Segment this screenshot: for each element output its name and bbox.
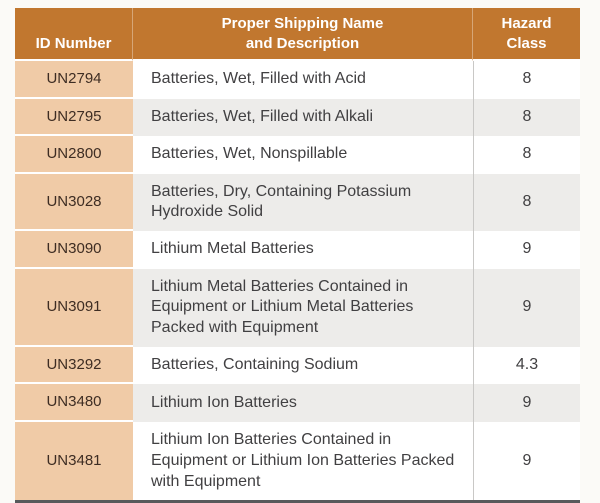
- hazmat-table-container: [15, 8, 580, 503]
- hazard-class-cell: 9: [473, 231, 580, 269]
- id-cell: UN3091: [15, 269, 133, 347]
- hazard-class-cell: 8: [473, 174, 580, 232]
- table-row: [15, 99, 580, 137]
- col-header-id-number: [15, 8, 133, 61]
- hazard-class-cell: 8: [473, 99, 580, 137]
- hazard-class-cell: 9: [473, 384, 580, 422]
- table-row: [15, 136, 580, 174]
- shipping-name-cell: Batteries, Containing Sodium: [133, 347, 473, 385]
- col-header-hazard-line2: Class: [506, 34, 547, 52]
- shipping-name-cell: Lithium Metal Batteries Contained in Equipment or Lithium Metal Batteries Packed with Equipment: [133, 269, 473, 347]
- table-row: [15, 61, 580, 99]
- col-header-shipping-name: [133, 8, 473, 61]
- col-header-hazard-line1: Hazard: [501, 15, 552, 32]
- id-cell: UN3480: [15, 384, 133, 422]
- id-cell: UN2800: [15, 136, 133, 174]
- col-header-hazard-class: [473, 8, 580, 61]
- hazard-class-cell: 4.3: [473, 347, 580, 385]
- hazard-class-cell: 8: [473, 136, 580, 174]
- shipping-name-cell: Batteries, Wet, Filled with Acid: [133, 61, 473, 99]
- shipping-name-cell: Batteries, Wet, Nonspillable: [133, 136, 473, 174]
- hazmat-shipping-table: [15, 8, 580, 503]
- header-row: [15, 8, 580, 61]
- id-cell: UN3292: [15, 347, 133, 385]
- id-cell: UN2795: [15, 99, 133, 137]
- id-cell: UN3028: [15, 174, 133, 232]
- table-row: [15, 174, 580, 232]
- hazard-class-cell: 9: [473, 422, 580, 500]
- col-header-id-number-label: ID Number: [35, 34, 112, 52]
- table-row: [15, 269, 580, 347]
- hazard-class-cell: 9: [473, 269, 580, 347]
- id-cell: UN3481: [15, 422, 133, 500]
- id-cell: UN3090: [15, 231, 133, 269]
- shipping-name-cell: Batteries, Wet, Filled with Alkali: [133, 99, 473, 137]
- shipping-name-cell: Lithium Ion Batteries Contained in Equipment or Lithium Ion Batteries Packed with Equipment: [133, 422, 473, 500]
- table-row: [15, 384, 580, 422]
- table-body: [15, 61, 580, 500]
- shipping-name-cell: Lithium Metal Batteries: [133, 231, 473, 269]
- shipping-name-cell: Batteries, Dry, Containing Potassium Hydroxide Solid: [133, 174, 473, 232]
- shipping-name-cell: Lithium Ion Batteries: [133, 384, 473, 422]
- table-header: [15, 8, 580, 61]
- table-row: [15, 347, 580, 385]
- id-cell: UN2794: [15, 61, 133, 99]
- col-header-shipping-name-line1: Proper Shipping Name: [221, 15, 384, 32]
- hazard-class-cell: 8: [473, 61, 580, 99]
- col-header-shipping-name-line2: and Description: [245, 34, 360, 52]
- table-row: [15, 231, 580, 269]
